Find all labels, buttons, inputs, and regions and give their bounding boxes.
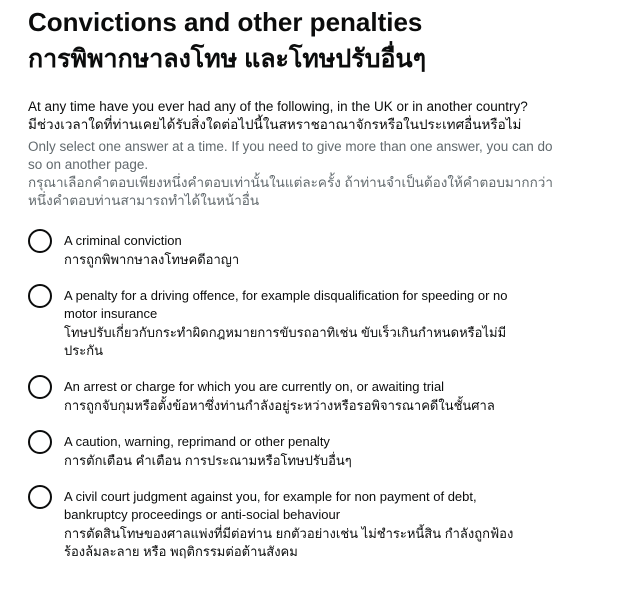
- option-label[interactable]: [64, 232, 524, 269]
- option-civil-court-judgment[interactable]: [28, 488, 626, 561]
- radio-group: [28, 232, 626, 561]
- option-label-english[interactable]: A civil court judgment against you, for example for non payment of debt, bankruptcy proceedings or anti-social behaviour: [64, 489, 477, 522]
- radio-button[interactable]: [28, 375, 52, 399]
- option-arrest-or-charge[interactable]: [28, 378, 626, 415]
- option-label[interactable]: [64, 488, 524, 561]
- option-label[interactable]: [64, 287, 524, 360]
- option-label-english[interactable]: A criminal conviction: [64, 233, 182, 248]
- radio-button[interactable]: [28, 229, 52, 253]
- radio-button[interactable]: [28, 284, 52, 308]
- question-thai: มีช่วงเวลาใดที่ท่านเคยได้รับสิ่งใดต่อไปนี้ในสหราชอาณาจักรหรือในประเทศอื่นหรือไม่: [28, 117, 522, 132]
- option-label[interactable]: [64, 378, 524, 415]
- option-label-thai[interactable]: การตักเตือน คำเตือน การประณามหรือโทษปรับอื่นๆ: [64, 453, 352, 468]
- option-label-english[interactable]: A caution, warning, reprimand or other penalty: [64, 434, 330, 449]
- radio-button[interactable]: [28, 430, 52, 454]
- option-criminal-conviction[interactable]: [28, 232, 626, 269]
- question-text: [28, 98, 608, 134]
- option-label-thai[interactable]: โทษปรับเกี่ยวกับกระทำผิดกฎหมายการขับรถอาทิเช่น ขับเร็วเกินกำหนดหรือไม่มีประกัน: [64, 325, 507, 358]
- option-label-thai[interactable]: การถูกพิพากษาลงโทษคดีอาญา: [64, 252, 240, 267]
- option-label-english[interactable]: A penalty for a driving offence, for example disqualification for speeding or no motor insurance: [64, 288, 508, 321]
- option-label-thai[interactable]: การตัดสินโทษของศาลแพ่งที่มีต่อท่าน ยกตัวอย่างเช่น ไม่ชำระหนี้สิน กำลังถูกฟ้องร้องล้มละลาย หรือ พฤติกรรมต่อต้านสังคม: [64, 526, 514, 559]
- option-driving-penalty[interactable]: [28, 287, 626, 360]
- hint-thai: กรุณาเลือกคำตอบเพียงหนึ่งคำตอบเท่านั้นในแต่ละครั้ง ถ้าท่านจำเป็นต้องให้คำตอบมากกว่าหนึ่งคำตอบท่านสามารถทำได้ในหน้าอื่น: [28, 175, 553, 208]
- hint-text: [28, 138, 568, 210]
- question-english: At any time have you ever had any of the following, in the UK or in another country?: [28, 99, 528, 114]
- radio-button[interactable]: [28, 485, 52, 509]
- hint-english: Only select one answer at a time. If you need to give more than one answer, you can do so on another page.: [28, 139, 553, 172]
- option-label-english[interactable]: An arrest or charge for which you are currently on, or awaiting trial: [64, 379, 445, 394]
- option-label[interactable]: [64, 433, 524, 470]
- page-title-thai: การพิพากษาลงโทษ และโทษปรับอื่นๆ: [28, 45, 427, 73]
- page-title: Convictions and other penalties: [28, 7, 423, 37]
- option-caution-warning[interactable]: [28, 433, 626, 470]
- option-label-thai[interactable]: การถูกจับกุมหรือตั้งข้อหาซึ่งท่านกำลังอยู่ระหว่างหรือรอพิจารณาคดีในชั้นศาล: [64, 398, 495, 413]
